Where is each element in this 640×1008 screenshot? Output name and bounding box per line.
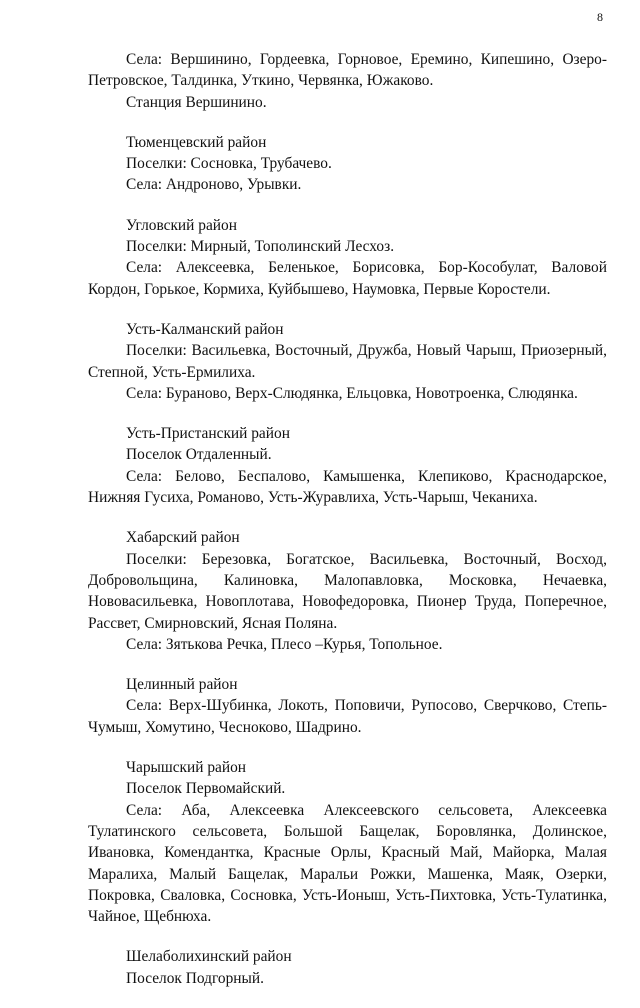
settlement-paragraph: Села: Верх-Шубинка, Локоть, Поповичи, Рупосово, Сверчково, Степь-Чумыш, Хомутино, Чесноково, Шадрино. (88, 697, 607, 736)
district-heading: Угловский район (126, 216, 237, 234)
document-body (88, 49, 607, 1008)
district-heading: Шелаболихинский район (126, 948, 292, 966)
settlement-paragraph: Села: Алексеевка, Беленькое, Борисовка, Бор-Кособулат, Валовой Кордон, Горькое, Кормиха, Куйбышево, Наумовка, Первые Коростели. (88, 259, 607, 298)
district-section (88, 423, 607, 508)
settlement-paragraph: Села: Вершинино, Гордеевка, Горновое, Еремино, Кипешино, Озеро-Петровское, Талдинка, Уткино, Червянка, Южаково. (88, 51, 607, 90)
district-section (88, 319, 607, 404)
settlement-paragraph: Села: Аба, Алексеевка Алексеевского сельсовета, Алексеевка Тулатинского сельсовета, Большой Бащелак, Боровлянка, Долинское, Ивановка, Комендантка, Красные Орлы, Красный Май, Майорка, Малая Маралиха, Малый Бащелак, Маральи Рожки, Машенка, Маяк, Озерки, Покровка, Сваловка, Сосновка, Усть-Ионыш, Усть-Пихтовка, Усть-Тулатинка, Чайное, Щебнюха. (88, 801, 607, 926)
district-heading: Усть-Пристанский район (126, 425, 290, 443)
district-section (88, 946, 607, 989)
settlement-paragraph: Поселок Первомайский. (126, 780, 286, 798)
district-section (88, 527, 607, 655)
settlement-paragraph: Поселки: Сосновка, Трубачево. (126, 155, 332, 173)
settlement-paragraph: Поселки: Мирный, Тополинский Лесхоз. (126, 238, 395, 256)
district-section (88, 757, 607, 927)
district-heading: Хабарский район (126, 529, 240, 547)
district-heading: Чарышский район (126, 759, 247, 777)
district-heading: Тюменцевский район (126, 133, 267, 151)
settlement-paragraph: Села: Бураново, Верх-Слюдянка, Ельцовка, Новотроенка, Слюдянка. (126, 384, 578, 402)
settlement-paragraph: Поселок Подгорный. (126, 969, 264, 987)
settlement-paragraph: Станция Вершинино. (126, 93, 267, 111)
settlement-paragraph: Села: Андроново, Урывки. (126, 176, 302, 194)
district-heading: Усть-Калманский район (126, 320, 284, 338)
settlement-paragraph: Села: Белово, Беспалово, Камышенка, Клепиково, Краснодарское, Нижняя Гусиха, Романово, Усть-Журавлиха, Усть-Чарыш, Чеканиха. (88, 467, 607, 507)
settlement-paragraph: Села: Зятькова Речка, Плесо –Курья, Топольное. (126, 635, 443, 653)
district-section (88, 674, 607, 738)
page-number: 8 (597, 10, 603, 24)
district-section (88, 132, 607, 196)
settlement-paragraph: Поселки: Васильевка, Восточный, Дружба, Новый Чарыш, Приозерный, Степной, Усть-Ермилиха. (88, 342, 607, 381)
district-section (88, 215, 607, 300)
district-section (88, 49, 607, 113)
district-heading: Целинный район (126, 676, 238, 694)
settlement-paragraph: Поселки: Березовка, Богатское, Васильевка, Восточный, Восход, Добровольщина, Калиновка, Малопавловка, Московка, Нечаевка, Нововасильевка, Новоплотава, Новофедоровка, Пионер Труда, Поперечное, Рассвет, Смирновский, Ясная Поляна. (88, 550, 607, 632)
settlement-paragraph: Поселок Отдаленный. (126, 446, 272, 464)
